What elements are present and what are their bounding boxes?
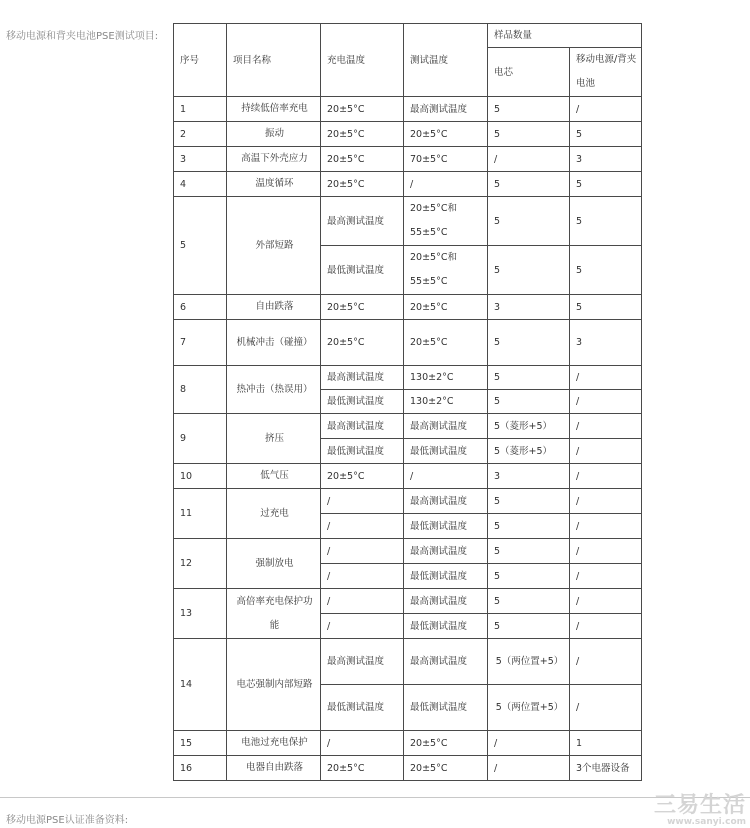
cell-qty-cell: 5（菱形+5）	[488, 439, 570, 464]
cell-qty-cell: 5	[488, 564, 570, 589]
cell-charge-temp: 20±5°C	[321, 97, 404, 122]
header-cell: 电芯	[488, 48, 570, 97]
cell-qty-cell: 3	[488, 295, 570, 320]
table-row	[174, 414, 642, 439]
cell-test-temp: 20±5°C	[404, 122, 488, 147]
cell-charge-temp: 20±5°C	[321, 756, 404, 781]
table-row	[174, 464, 642, 489]
cell-test-temp: 20±5°C和55±5°C	[404, 246, 488, 295]
cell-qty-cell: 5（两位置+5）	[488, 639, 570, 685]
cell-no: 1	[174, 97, 227, 122]
cell-qty-power-bank: /	[570, 366, 642, 390]
cell-no: 14	[174, 639, 227, 731]
cell-no: 7	[174, 320, 227, 366]
cell-no: 8	[174, 366, 227, 414]
cell-no: 12	[174, 539, 227, 589]
table-row	[174, 97, 642, 122]
cell-qty-power-bank: 5	[570, 295, 642, 320]
cell-item-name: 挤压	[227, 414, 321, 464]
watermark-sub: www.sanyi.com	[667, 817, 746, 827]
cell-qty-cell: 5	[488, 539, 570, 564]
header-test-temp: 测试温度	[404, 24, 488, 97]
cell-qty-cell: 5	[488, 97, 570, 122]
cell-qty-power-bank: 1	[570, 731, 642, 756]
cell-item-name: 低气压	[227, 464, 321, 489]
cell-item-name: 电池过充电保护	[227, 731, 321, 756]
cell-charge-temp: 最高测试温度	[321, 366, 404, 390]
cell-no: 5	[174, 197, 227, 295]
cell-charge-temp: /	[321, 514, 404, 539]
cell-qty-power-bank: /	[570, 97, 642, 122]
watermark-main: 三易生活	[653, 793, 746, 818]
cell-qty-cell: 3	[488, 464, 570, 489]
cell-qty-power-bank: 3	[570, 320, 642, 366]
cell-no: 11	[174, 489, 227, 539]
cell-item-name: 电芯强制内部短路	[227, 639, 321, 731]
cell-qty-cell: /	[488, 147, 570, 172]
cell-charge-temp: 20±5°C	[321, 464, 404, 489]
cell-item-name: 振动	[227, 122, 321, 147]
cell-qty-power-bank: /	[570, 464, 642, 489]
cell-test-temp: 最低测试温度	[404, 439, 488, 464]
cell-charge-temp: /	[321, 589, 404, 614]
cell-qty-power-bank: /	[570, 439, 642, 464]
cell-qty-power-bank: /	[570, 639, 642, 685]
table-row	[174, 147, 642, 172]
table-body	[174, 24, 642, 781]
cell-qty-power-bank: /	[570, 514, 642, 539]
table-row	[174, 539, 642, 564]
cell-charge-temp: /	[321, 539, 404, 564]
cell-qty-cell: 5	[488, 197, 570, 246]
cell-charge-temp: /	[321, 489, 404, 514]
table-row	[174, 122, 642, 147]
header-row	[174, 24, 642, 48]
cell-no: 9	[174, 414, 227, 464]
cell-test-temp: 70±5°C	[404, 147, 488, 172]
cell-qty-cell: 5（两位置+5）	[488, 685, 570, 731]
cell-item-name: 机械冲击（碰撞）	[227, 320, 321, 366]
cell-test-temp: 最低测试温度	[404, 564, 488, 589]
cell-charge-temp: 20±5°C	[321, 147, 404, 172]
cell-item-name: 温度循环	[227, 172, 321, 197]
cell-qty-cell: 5	[488, 589, 570, 614]
cell-item-name: 电器自由跌落	[227, 756, 321, 781]
cell-item-name: 外部短路	[227, 197, 321, 295]
header-sample-qty: 样品数量	[488, 24, 642, 48]
cell-charge-temp: 最高测试温度	[321, 639, 404, 685]
cell-test-temp: 最低测试温度	[404, 514, 488, 539]
header-charge-temp: 充电温度	[321, 24, 404, 97]
cell-charge-temp: 最低测试温度	[321, 246, 404, 295]
cell-charge-temp: 20±5°C	[321, 172, 404, 197]
table-row	[174, 756, 642, 781]
cell-test-temp: 最高测试温度	[404, 639, 488, 685]
cell-charge-temp: 最低测试温度	[321, 685, 404, 731]
cell-qty-power-bank: 5	[570, 122, 642, 147]
cell-test-temp: 最低测试温度	[404, 614, 488, 639]
cell-qty-power-bank: /	[570, 390, 642, 414]
cell-test-temp: 最高测试温度	[404, 539, 488, 564]
cell-item-name: 热冲击（热误用）	[227, 366, 321, 414]
cell-charge-temp: 最低测试温度	[321, 439, 404, 464]
cell-qty-power-bank: 5	[570, 197, 642, 246]
table-row	[174, 639, 642, 685]
cell-charge-temp: /	[321, 731, 404, 756]
cell-test-temp: 最高测试温度	[404, 97, 488, 122]
site-watermark	[654, 795, 746, 827]
table-row	[174, 489, 642, 514]
header-item: 项目名称	[227, 24, 321, 97]
cell-qty-cell: 5	[488, 390, 570, 414]
cell-no: 4	[174, 172, 227, 197]
cell-charge-temp: /	[321, 564, 404, 589]
cell-no: 10	[174, 464, 227, 489]
header-no: 序号	[174, 24, 227, 97]
cell-test-temp: 20±5°C	[404, 320, 488, 366]
table-row	[174, 731, 642, 756]
cell-test-temp: 最低测试温度	[404, 685, 488, 731]
cell-test-temp: 20±5°C	[404, 295, 488, 320]
table-row	[174, 197, 642, 246]
cell-qty-cell: 5	[488, 122, 570, 147]
cell-qty-cell: 5	[488, 514, 570, 539]
cell-item-name: 强制放电	[227, 539, 321, 589]
cell-qty-power-bank: 3个电器设备	[570, 756, 642, 781]
cell-qty-cell: 5	[488, 172, 570, 197]
cell-qty-cell: /	[488, 731, 570, 756]
cell-item-name: 自由跌落	[227, 295, 321, 320]
cell-qty-power-bank: /	[570, 589, 642, 614]
cell-qty-power-bank: /	[570, 539, 642, 564]
table-row	[174, 366, 642, 390]
cell-charge-temp: 20±5°C	[321, 320, 404, 366]
divider	[0, 797, 750, 798]
cell-qty-power-bank: /	[570, 685, 642, 731]
cell-charge-temp: 20±5°C	[321, 122, 404, 147]
cell-no: 2	[174, 122, 227, 147]
cell-qty-cell: /	[488, 756, 570, 781]
cell-test-temp: /	[404, 172, 488, 197]
cell-qty-cell: 5	[488, 366, 570, 390]
cell-item-name: 持续低倍率充电	[227, 97, 321, 122]
cell-charge-temp: 最高测试温度	[321, 197, 404, 246]
cell-qty-power-bank: /	[570, 614, 642, 639]
cell-test-temp: 20±5°C和55±5°C	[404, 197, 488, 246]
cell-item-name: 高温下外壳应力	[227, 147, 321, 172]
cell-item-name: 过充电	[227, 489, 321, 539]
cell-no: 6	[174, 295, 227, 320]
cell-qty-power-bank: /	[570, 414, 642, 439]
header-power-bank: 移动电源/背夹电池	[570, 48, 642, 97]
cell-qty-power-bank: 5	[570, 172, 642, 197]
cell-test-temp: 130±2°C	[404, 390, 488, 414]
cell-qty-cell: 5（菱形+5）	[488, 414, 570, 439]
pse-test-table	[173, 23, 642, 781]
cell-qty-cell: 5	[488, 614, 570, 639]
table-row	[174, 295, 642, 320]
footer-heading: 移动电源PSE认证准备资料:	[6, 815, 129, 826]
section-heading: 移动电源和背夹电池PSE测试项目:	[6, 31, 159, 42]
cell-charge-temp: /	[321, 614, 404, 639]
table-row	[174, 589, 642, 614]
table-row	[174, 320, 642, 366]
cell-no: 16	[174, 756, 227, 781]
cell-test-temp: 20±5°C	[404, 731, 488, 756]
cell-no: 15	[174, 731, 227, 756]
cell-test-temp: 最高测试温度	[404, 489, 488, 514]
cell-qty-cell: 5	[488, 489, 570, 514]
cell-no: 13	[174, 589, 227, 639]
cell-qty-cell: 5	[488, 246, 570, 295]
cell-charge-temp: 20±5°C	[321, 295, 404, 320]
cell-test-temp: 最高测试温度	[404, 414, 488, 439]
cell-test-temp: /	[404, 464, 488, 489]
cell-qty-power-bank: 5	[570, 246, 642, 295]
cell-qty-power-bank: /	[570, 564, 642, 589]
cell-charge-temp: 最高测试温度	[321, 414, 404, 439]
cell-no: 3	[174, 147, 227, 172]
cell-charge-temp: 最低测试温度	[321, 390, 404, 414]
cell-test-temp: 20±5°C	[404, 756, 488, 781]
cell-test-temp: 最高测试温度	[404, 589, 488, 614]
cell-qty-cell: 5	[488, 320, 570, 366]
cell-qty-power-bank: 3	[570, 147, 642, 172]
table-row	[174, 172, 642, 197]
cell-test-temp: 130±2°C	[404, 366, 488, 390]
cell-qty-power-bank: /	[570, 489, 642, 514]
cell-item-name: 高倍率充电保护功能	[227, 589, 321, 639]
